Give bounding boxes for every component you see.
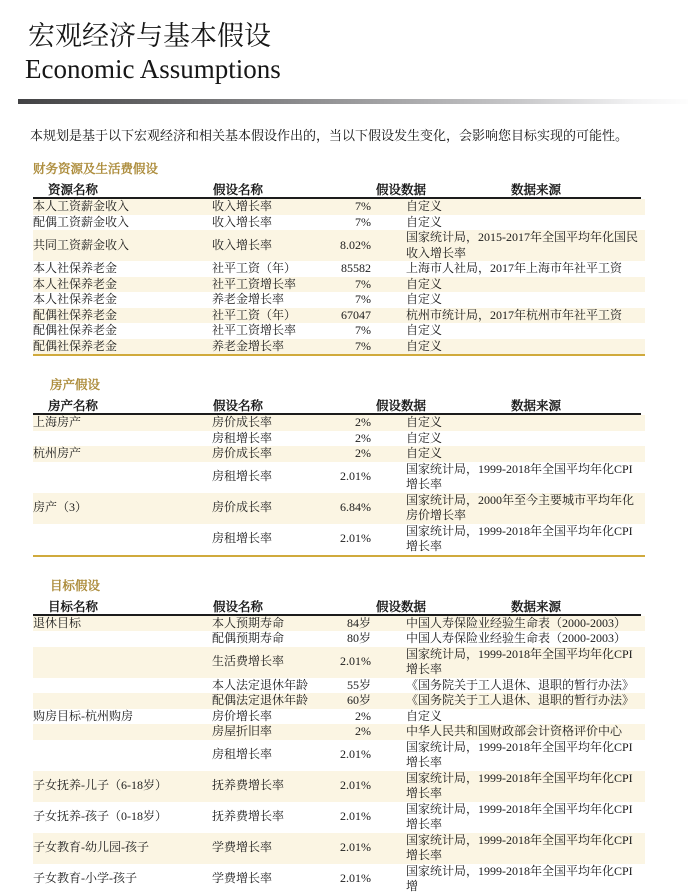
table-row: [33, 678, 645, 694]
cell-assumption-name: 房价成长率: [212, 446, 273, 460]
assumption-table-section: [33, 377, 645, 557]
cell-data-source: 自定义: [406, 415, 443, 429]
cell-assumption-name: 学费增长率: [212, 871, 273, 886]
cell-assumption-name: 房价成长率: [212, 415, 273, 429]
cell-name: 子女教育-小学-孩子: [33, 871, 137, 886]
cell-assumption-name: 社平工资（年）: [212, 307, 297, 322]
cell-assumption-value: 2.01%: [340, 871, 371, 886]
column-header: 数据来源: [511, 183, 562, 197]
cell-assumption-name: 社平工资（年）: [212, 261, 297, 275]
cell-assumption-name: 房租增长率: [212, 531, 273, 546]
table-row: [33, 230, 645, 261]
cell-data-source: 自定义: [406, 276, 443, 291]
table-header-row: [33, 396, 641, 415]
column-header: 假设数据: [376, 183, 427, 197]
column-header: 资源名称: [48, 183, 99, 197]
cell-assumption-value: 2%: [355, 430, 371, 445]
cell-data-source: 《国务院关于工人退休、退职的暂行办法》: [406, 677, 635, 692]
table-row: [33, 524, 645, 555]
cell-name: 配偶社保养老金: [33, 307, 118, 322]
table-row: [33, 709, 645, 725]
table-row: [33, 431, 645, 447]
cell-assumption-value: 2.01%: [340, 747, 371, 762]
cell-assumption-name: 收入增长率: [212, 199, 273, 213]
cell-assumption-value: 80岁: [346, 631, 371, 645]
cell-assumption-value: 67047: [341, 307, 371, 322]
cell-assumption-value: 7%: [355, 276, 371, 291]
column-header: 房产名称: [48, 399, 99, 413]
table-row: [33, 740, 645, 771]
cell-name: 子女教育-幼儿园-孩子: [33, 840, 149, 855]
cell-data-source: 自定义: [406, 708, 443, 723]
table-row: [33, 339, 645, 355]
cell-name: 共同工资薪金收入: [33, 237, 130, 252]
cell-data-source: 自定义: [406, 323, 443, 337]
cell-assumption-name: 房屋折旧率: [212, 724, 273, 738]
cell-assumption-value: 2.01%: [340, 654, 371, 669]
table-row: [33, 771, 645, 802]
cell-assumption-value: 7%: [355, 338, 371, 353]
table-row: [33, 724, 645, 740]
table-row: [33, 199, 645, 215]
table-row: [33, 493, 645, 524]
column-header: 目标名称: [48, 599, 99, 614]
cell-assumption-name: 抚养费增长率: [212, 778, 285, 793]
cell-name: 本人工资薪金收入: [33, 199, 130, 213]
cell-assumption-value: 6.84%: [340, 500, 371, 515]
cell-assumption-name: 房价增长率: [212, 708, 273, 723]
cell-assumption-value: 2.01%: [340, 469, 371, 484]
section-title: 房产假设: [50, 378, 101, 392]
cell-name: 本人社保养老金: [33, 276, 118, 291]
cell-data-source: 《国务院关于工人退休、退职的暂行办法》: [406, 693, 635, 707]
cell-assumption-name: 房租增长率: [212, 469, 273, 484]
cell-name: 杭州房产: [33, 446, 82, 460]
page-title-block: [25, 20, 688, 86]
cell-name: 购房目标-杭州购房: [33, 708, 133, 723]
table-row: [33, 261, 645, 277]
cell-assumption-name: 养老金增长率: [212, 292, 285, 306]
table-row: [33, 308, 645, 324]
cell-data-source: 自定义: [406, 430, 443, 445]
cell-assumption-value: 84岁: [346, 615, 371, 630]
cell-assumption-value: 85582: [341, 261, 371, 275]
cell-assumption-value: 7%: [355, 214, 371, 229]
cell-assumption-name: 本人预期寿命: [212, 615, 285, 630]
cell-data-source: 国家统计局，1999-2018年全国平均年化CPI增长率: [406, 739, 633, 769]
cell-assumption-value: 2.01%: [340, 531, 371, 546]
table-row: [33, 415, 645, 431]
cell-name: 配偶工资薪金收入: [33, 214, 130, 229]
cell-name: 本人社保养老金: [33, 292, 118, 306]
cell-assumption-name: 房租增长率: [212, 747, 273, 762]
section-title: 财务资源及生活费假设: [33, 162, 159, 176]
section-title: 目标假设: [50, 578, 101, 593]
cell-data-source: 国家统计局，2000年至今主要城市平均年化房价增长率: [406, 492, 635, 522]
cell-assumption-name: 配偶法定退休年龄: [212, 693, 309, 707]
assumption-table-section: [33, 578, 645, 895]
cell-data-source: 自定义: [406, 214, 443, 229]
cell-name: 上海房产: [33, 415, 82, 429]
cell-name: 本人社保养老金: [33, 261, 118, 275]
cell-data-source: 国家统计局，1999-2018年全国平均年化CPI增长率: [406, 770, 633, 800]
cell-data-source: 国家统计局，1999-2018年全国平均年化CPI增长率: [406, 461, 633, 491]
cell-data-source: 自定义: [406, 338, 443, 353]
cell-assumption-name: 本人法定退休年龄: [212, 677, 309, 692]
cell-assumption-value: 2%: [355, 446, 371, 460]
cell-assumption-value: 2.01%: [340, 840, 371, 855]
table-row: [33, 462, 645, 493]
cell-data-source: 国家统计局，1999-2018年全国平均年化CPI增长率: [406, 523, 633, 553]
cell-assumption-name: 生活费增长率: [212, 654, 285, 669]
cell-assumption-value: 7%: [355, 323, 371, 337]
cell-name: 房产（3）: [33, 500, 88, 515]
page-title-english: Economic Assumptions: [25, 54, 281, 84]
gradient-divider-rule: [18, 99, 688, 104]
table-header-row: [33, 597, 641, 616]
cell-name: 退休目标: [33, 615, 82, 630]
cell-data-source: 中华人民共和国财政部会计资格评价中心: [406, 724, 623, 738]
cell-data-source: 自定义: [406, 446, 443, 460]
table-row: [33, 647, 645, 678]
table-row: [33, 292, 645, 308]
cell-data-source: 上海市人社局，2017年上海市年社平工资: [406, 261, 623, 275]
cell-data-source: 自定义: [406, 199, 443, 213]
cell-assumption-value: 8.02%: [340, 237, 371, 252]
page-title-chinese: 宏观经济与基本假设: [28, 21, 271, 51]
cell-name: 子女抚养-孩子（0-18岁）: [33, 809, 167, 824]
cell-assumption-value: 7%: [355, 292, 371, 306]
table-header-row: [33, 180, 641, 199]
table-row: [33, 616, 645, 632]
assumption-table-section: [33, 161, 645, 356]
cell-assumption-name: 社平工资增长率: [212, 323, 297, 337]
cell-name: 子女抚养-儿子（6-18岁）: [33, 778, 167, 793]
cell-data-source: 国家统计局，1999-2018年全国平均年化CPI增长率: [406, 832, 633, 862]
cell-data-source: 中国人寿保险业经验生命表（2000-2003）: [406, 631, 626, 645]
cell-assumption-name: 配偶预期寿命: [212, 631, 285, 645]
table-row: [33, 277, 645, 293]
cell-data-source: 国家统计局，1999-2018年全国平均年化CPI增长率: [406, 801, 633, 831]
cell-assumption-name: 房价成长率: [212, 500, 273, 515]
column-header: 假设数据: [376, 599, 427, 614]
cell-assumption-name: 学费增长率: [212, 840, 273, 855]
column-header: 假设名称: [213, 183, 264, 197]
cell-assumption-value: 2.01%: [340, 778, 371, 793]
table-row: [33, 446, 645, 462]
cell-assumption-value: 2%: [355, 724, 371, 738]
cell-assumption-value: 7%: [355, 199, 371, 213]
cell-data-source: 国家统计局，1999-2018年全国平均年化CPI增长率: [406, 646, 633, 676]
table-row: [33, 693, 645, 709]
cell-assumption-value: 2%: [355, 415, 371, 429]
cell-assumption-name: 抚养费增长率: [212, 809, 285, 824]
column-header: 数据来源: [511, 599, 562, 614]
cell-name: 配偶社保养老金: [33, 338, 118, 353]
table-row: [33, 631, 645, 647]
cell-assumption-name: 房租增长率: [212, 430, 273, 445]
table-row: [33, 215, 645, 231]
cell-assumption-name: 收入增长率: [212, 237, 273, 252]
cell-data-source: 中国人寿保险业经验生命表（2000-2003）: [406, 615, 626, 630]
table-row: [33, 802, 645, 833]
cell-data-source: 杭州市统计局，2017年杭州市年社平工资: [406, 307, 623, 322]
column-header: 数据来源: [511, 399, 562, 413]
cell-name: 配偶社保养老金: [33, 323, 118, 337]
cell-assumption-value: 2.01%: [340, 809, 371, 824]
cell-assumption-name: 收入增长率: [212, 214, 273, 229]
cell-assumption-name: 养老金增长率: [212, 338, 285, 353]
column-header: 假设数据: [376, 399, 427, 413]
table-row: [33, 323, 645, 339]
cell-assumption-name: 社平工资增长率: [212, 276, 297, 291]
cell-data-source: 自定义: [406, 292, 443, 306]
intro-text: 本规划是基于以下宏观经济和相关基本假设作出的，当以下假设发生变化，会影响您目标实现的可能性。: [30, 128, 629, 143]
table-row: [33, 833, 645, 864]
cell-data-source: 国家统计局，1999-2018年全国平均年化CPI增: [406, 863, 633, 893]
cell-assumption-value: 60岁: [346, 693, 371, 707]
cell-assumption-value: 55岁: [346, 677, 371, 692]
cell-data-source: 国家统计局，2015-2017年全国平均年化国民收入增长率: [406, 230, 638, 260]
cell-assumption-value: 2%: [355, 708, 371, 723]
column-header: 假设名称: [213, 399, 264, 413]
assumption-tables-container: [33, 161, 645, 895]
column-header: 假设名称: [213, 599, 264, 614]
table-row: [33, 864, 645, 895]
